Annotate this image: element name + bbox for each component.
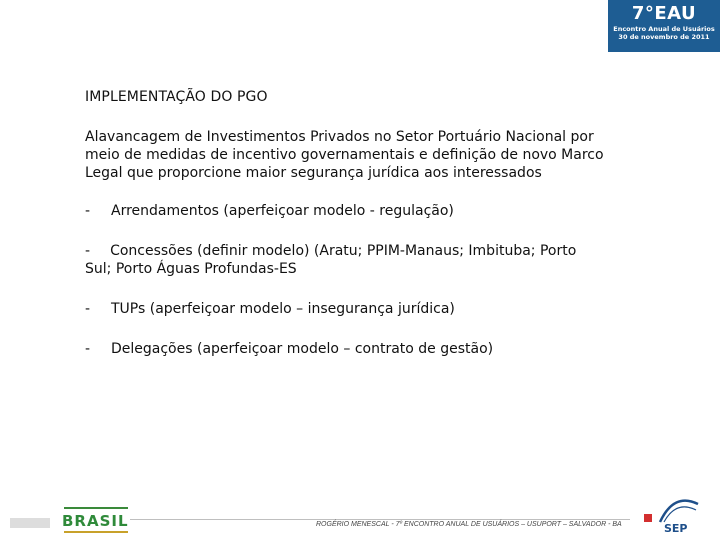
logo-stripe-bottom <box>64 531 128 533</box>
list-bullet: - <box>85 301 91 317</box>
list-bullet: - <box>85 341 91 357</box>
list-item-text: Concessões (definir modelo) (Aratu; PPIM-Manaus; Imbituba; Porto Sul; Porto Águas Profundas-ES <box>85 243 577 277</box>
list-item <box>85 300 605 318</box>
sep-label: SEP <box>664 522 688 535</box>
event-badge-number: 7°EAU <box>631 3 697 24</box>
list-item <box>85 340 605 358</box>
list-item <box>85 202 605 220</box>
footer-divider <box>130 519 630 520</box>
event-badge <box>608 0 720 52</box>
list-bullet: - <box>85 203 91 219</box>
list-item-text: Arrendamentos (aperfeiçoar modelo - regulação) <box>111 203 454 219</box>
event-badge-subtitle: Encontro Anual de Usuários <box>613 25 715 33</box>
list-bullet: - <box>85 243 91 259</box>
list-item-text: TUPs (aperfeiçoar modelo – insegurança jurídica) <box>111 301 455 317</box>
intro-paragraph: Alavancagem de Investimentos Privados no Setor Portuário Nacional por meio de medidas de incentivo governamentais e definição de novo Marco Legal que proporcione maior segurança jurídica aos interessados <box>85 129 604 181</box>
footer-text: ROGÉRIO MENESCAL - 7º ENCONTRO ANUAL DE USUÁRIOS – USUPORT – SALVADOR - BA <box>316 521 622 528</box>
brasil-wordmark: BRASIL <box>62 512 129 530</box>
list-item-text: Delegações (aperfeiçoar modelo – contrato de gestão) <box>111 341 494 357</box>
event-badge-date: 30 de novembro de 2011 <box>618 33 710 41</box>
slide-content <box>85 88 605 380</box>
brasil-logo <box>60 505 136 535</box>
sep-emblem-icon <box>640 492 702 526</box>
logo-decoration <box>10 518 50 528</box>
logo-stripe-top <box>64 507 128 509</box>
slide-title: IMPLEMENTAÇÃO DO PGO <box>85 89 268 105</box>
list-item <box>85 242 605 278</box>
sep-logo <box>640 492 702 538</box>
